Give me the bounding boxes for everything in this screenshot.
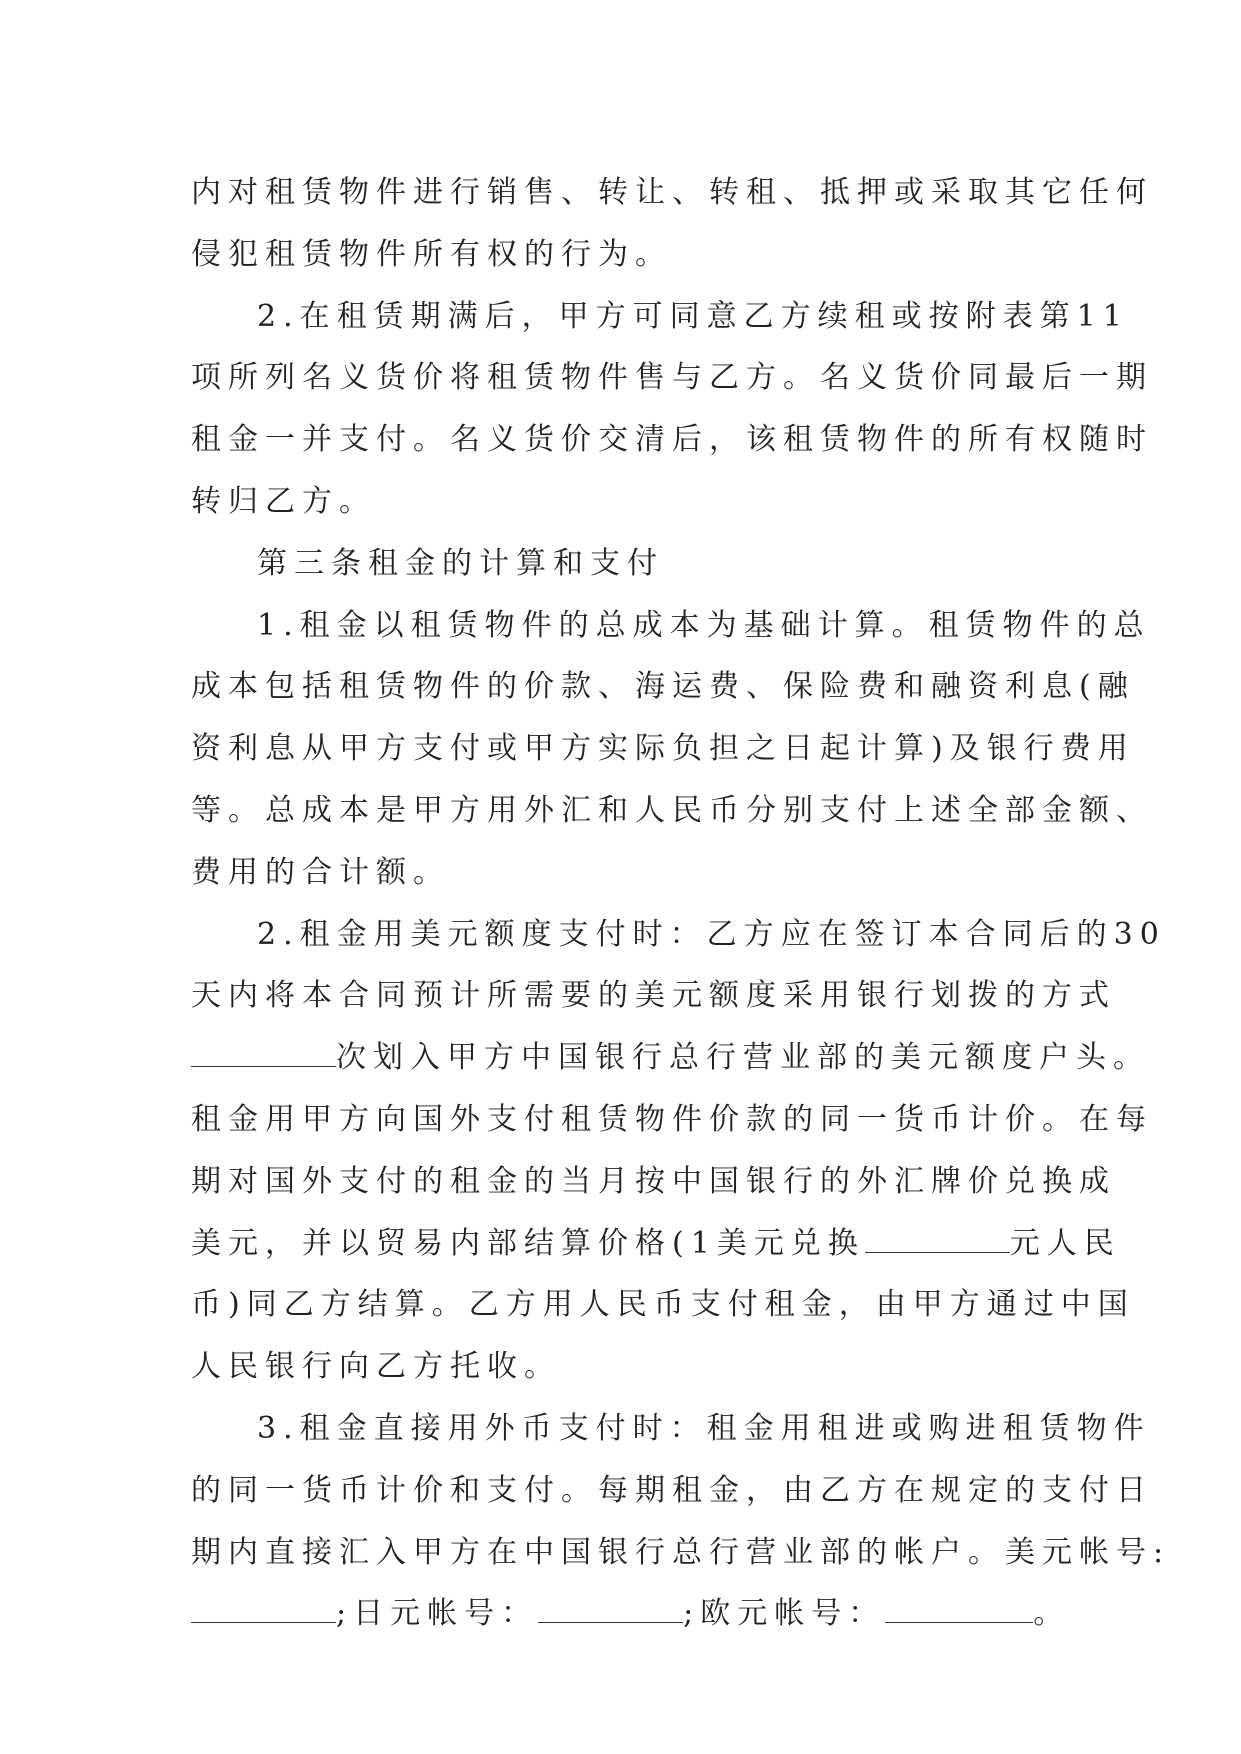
- document-body: [191, 162, 1171, 1645]
- text-line: [191, 1213, 1121, 1275]
- text-line: 天内将本合同预计所需要的美元额度采用银行划拨的方式: [191, 978, 1116, 1014]
- text-segment: ;日元帐号：: [336, 1596, 539, 1632]
- text-line: 1.租金以租赁物件的总成本为基础计算。租赁物件的总: [257, 607, 1151, 643]
- text-line: 期内直接汇入甲方在中国银行总行营业部的帐户。美元帐号:: [191, 1534, 1171, 1570]
- section-heading: 第三条租金的计算和支付: [257, 545, 664, 581]
- text-line: 成本包括租赁物件的价款、海运费、保险费和融资利息(融: [191, 669, 1135, 705]
- text-line: 等。总成本是甲方用外汇和人民币分别支付上述全部金额、: [191, 792, 1153, 828]
- text-segment: ;欧元帐号：: [683, 1596, 886, 1632]
- text-line: 资利息从甲方支付或甲方实际负担之日起计算)及银行费用: [191, 731, 1135, 767]
- text-line: 费用的合计额。: [191, 854, 450, 890]
- text-line: 侵犯租赁物件所有权的行为。: [191, 236, 672, 272]
- text-segment: 元人民: [1009, 1225, 1121, 1261]
- text-line: 租金用甲方向国外支付租赁物件价款的同一货币计价。在每: [191, 1101, 1153, 1137]
- text-segment: 。: [1033, 1596, 1071, 1632]
- text-line: 币)同乙方结算。乙方用人民币支付租金，由甲方通过中国: [191, 1287, 1135, 1323]
- text-line: 人民银行向乙方托收。: [191, 1349, 561, 1385]
- text-segment: 美元，并以贸易内部结算价格(1美元兑换: [191, 1225, 865, 1261]
- text-line: 转归乙方。: [191, 483, 376, 519]
- text-line: 2.租金用美元额度支付时：乙方应在签订本合同后的30: [257, 916, 1166, 952]
- text-line: 期对国外支付的租金的当月按中国银行的外汇牌价兑换成: [191, 1163, 1116, 1199]
- text-segment: 次划入甲方中国银行总行营业部的美元额度户头。: [336, 1040, 1150, 1076]
- text-line: [191, 1583, 1071, 1645]
- text-line: 内对租赁物件进行销售、转让、转租、抵押或采取其它任何: [191, 175, 1153, 210]
- text-line: 项所列名义货价将租赁物件售与乙方。名义货价同最后一期: [191, 360, 1153, 396]
- text-line: 的同一货币计价和支付。每期租金，由乙方在规定的支付日: [191, 1472, 1153, 1508]
- jpy-account-blank[interactable]: [538, 1592, 683, 1623]
- text-line: 3.租金直接用外币支付时：租金用租进或购进租赁物件: [257, 1410, 1151, 1446]
- fill-in-blank[interactable]: [191, 1036, 336, 1067]
- text-line: [191, 1027, 1150, 1089]
- text-line: 租金一并支付。名义货价交清后，该租赁物件的所有权随时: [191, 422, 1153, 458]
- text-line: 2.在租赁期满后，甲方可同意乙方续租或按附表第11: [257, 298, 1129, 334]
- fill-in-blank[interactable]: [865, 1222, 1010, 1253]
- usd-account-blank[interactable]: [191, 1592, 336, 1623]
- eur-account-blank[interactable]: [885, 1592, 1033, 1623]
